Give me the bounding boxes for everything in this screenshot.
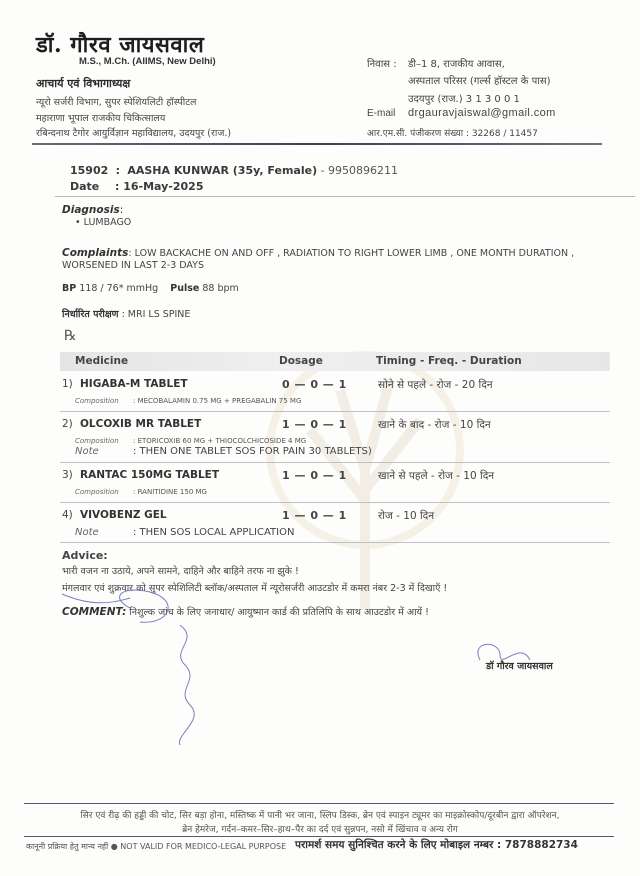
residence-line: डी–1 8, राजकीय आवास, xyxy=(408,59,505,70)
patient-name: AASHA KUNWAR (35y, Female) xyxy=(127,164,318,177)
diagnosis-value: LUMBAGO xyxy=(83,217,132,228)
advice-heading: Advice: xyxy=(62,549,108,562)
composition-label: Composition xyxy=(75,488,119,496)
note-value: : THEN SOS LOCAL APPLICATION xyxy=(133,527,295,538)
tests-value: : MRI LS SPINE xyxy=(121,309,191,320)
medicine-composition xyxy=(75,488,207,496)
bp-label: BP xyxy=(62,283,77,294)
services-line: ब्रेन हेमरेज, गर्दन–कमर–सिर–हाथ–पैर का दर्द एवं सुन्नपन, नसो में खिंचाव व अन्य रोग xyxy=(182,825,458,835)
col-dosage: Dosage xyxy=(279,355,323,367)
email-label: E-mail xyxy=(367,108,396,119)
pen-signature xyxy=(478,644,530,660)
footer-divider xyxy=(24,836,614,837)
medicine-dosage: 1 — 0 — 1 xyxy=(282,418,347,431)
pulse-value: 88 bpm xyxy=(202,283,239,294)
medicine-dosage: 1 — 0 — 1 xyxy=(282,469,347,482)
medicine-name: RANTAC 150MG TABLET xyxy=(80,469,219,481)
row-divider xyxy=(60,542,610,543)
patient-phone: - 9950896211 xyxy=(320,164,399,177)
medicine-note xyxy=(75,527,294,538)
medicine-name: VIVOBENZ GEL xyxy=(80,509,167,521)
comment xyxy=(62,605,429,618)
diagnosis-item: • LUMBAGO xyxy=(75,217,132,228)
medicine-timing: सोने से पहले - रोज - 20 दिन xyxy=(378,379,493,391)
medicine-composition xyxy=(75,397,301,405)
composition-value: : ETORICOXIB 60 MG + THIOCOLCHICOSIDE 4 MG xyxy=(133,437,307,445)
complaints: Complaints: LOW BACKACHE ON AND OFF , RADIATION TO RIGHT LOWER LIMB , ONE MONTH DURATION , WORSENED IN LAST 2-3 DAYS xyxy=(62,247,575,271)
rx-icon: ℞ xyxy=(64,328,77,344)
footer-divider xyxy=(24,803,614,804)
diagnosis-label: Diagnosis xyxy=(62,204,120,216)
composition-value: : MECOBALAMIN 0.75 MG + PREGABALIN 75 MG xyxy=(133,397,302,405)
note-value: : THEN ONE TABLET SOS FOR PAIN 30 TABLETS) xyxy=(133,446,372,457)
residence-label: निवास : xyxy=(367,59,397,70)
col-timing: Timing - Freq. - Duration xyxy=(376,355,522,367)
footer-services xyxy=(24,809,616,837)
complaints-text: LOW BACKACHE ON AND OFF , RADIATION TO RIGHT LOWER LIMB , ONE MONTH DURATION , WORSENED IN LAST 2-3 DAYS xyxy=(62,248,575,271)
doctor-designation: आचार्य एवं विभागाध्यक्ष xyxy=(36,77,131,90)
medicine-table-header xyxy=(60,352,610,371)
medicine-timing: खाने से पहले - रोज - 10 दिन xyxy=(378,470,495,482)
medicine-timing: खाने के बाद - रोज - 10 दिन xyxy=(378,419,491,431)
department-line: न्यूरो सर्जरी विभाग, सुपर स्पेशियलिटी हॉस्पीटल xyxy=(36,97,197,108)
advice-line: भारी वजन ना उठाये, अपने सामने, दाहिने और बाहिने तरफ ना झुके ! xyxy=(62,566,299,577)
medicine-timing: रोज - 10 दिन xyxy=(378,510,435,522)
doctor-degree: M.S., M.Ch. (AIIMS, New Delhi) xyxy=(79,56,216,67)
medicine-dosage: 0 — 0 — 1 xyxy=(282,378,347,391)
pen-underline-advice xyxy=(62,594,130,603)
complaints-label: Complaints xyxy=(62,247,129,259)
legal-disclaimer: कानूनी प्रक्रिया हेतु मान्य नहीं ● NOT VALID FOR MEDICO-LEGAL PURPOSE xyxy=(26,842,287,851)
medicine-dosage: 1 — 0 — 1 xyxy=(282,509,347,522)
date-value: 16-May-2025 xyxy=(123,180,204,193)
comment-text: निशुल्क जांच के लिए जनाधार/ आयुष्मान कार्ड की प्रतिलिपि के साथ आउटडोर में आयें ! xyxy=(129,607,429,618)
patient-separator: : xyxy=(111,164,124,177)
composition-label: Composition xyxy=(75,437,119,445)
doctor-name: डॉ. गौरव जायसवाल xyxy=(36,32,205,58)
medicine-number: 2) xyxy=(62,418,73,430)
row-divider xyxy=(60,411,610,412)
medicine-number: 3) xyxy=(62,469,73,481)
medicine-number: 4) xyxy=(62,509,73,521)
diagnosis-heading: Diagnosis: xyxy=(62,204,124,216)
col-medicine: Medicine xyxy=(75,355,129,367)
composition-value: : RANITIDINE 150 MG xyxy=(133,488,207,496)
residence-line: अस्पताल परिसर (गर्ल्स हॉस्टल के पास) xyxy=(408,76,551,87)
row-divider xyxy=(60,502,610,503)
row-divider xyxy=(60,462,610,463)
patient-divider xyxy=(55,196,635,197)
appointment-mobile: परामर्श समय सुनिश्चित करने के लिए मोबाइल नम्बर : 7878882734 xyxy=(295,839,578,851)
header-divider xyxy=(32,143,602,145)
medicine-composition xyxy=(75,437,306,445)
tests-label: निर्धारित परीक्षण xyxy=(62,309,119,320)
patient-line xyxy=(70,164,398,177)
comment-label: COMMENT: xyxy=(62,606,127,618)
email-address[interactable]: drgauravjaiswal@gmail.com xyxy=(408,107,556,119)
pulse-label: Pulse xyxy=(170,283,200,294)
hospital-line: महाराणा भूपाल राजकीय चिकित्सालय xyxy=(36,113,166,124)
vitals xyxy=(62,283,239,294)
prescribed-tests xyxy=(62,307,190,320)
medicine-name: HIGABA-M TABLET xyxy=(80,378,188,390)
bp-value: 118 / 76* mmHg xyxy=(79,283,159,294)
rmc-registration: आर.एम.सी. पंजीकरण संख्या : 32268 / 11457 xyxy=(367,129,538,139)
patient-id: 15902 xyxy=(70,164,109,177)
signature-name: डॉ गौरव जायसवाल xyxy=(486,661,553,672)
medicine-note xyxy=(75,446,372,457)
services-line: सिर एवं रीढ़ की हड्डी की चोट, सिर बड़ा होना, मस्तिष्क में पानी भर जाना, स्लिप डिस्क, ब्रेन एवं स्पाइन ट्यूमर का माइक्रोस्कोप/दूरबीन द्वारा ऑपरेशन, xyxy=(80,811,560,821)
medicine-number: 1) xyxy=(62,378,73,390)
medicine-name: OLCOXIB MR TABLET xyxy=(80,418,202,430)
date-line: Date : 16-May-2025 xyxy=(70,180,204,193)
date-label: Date xyxy=(70,180,100,193)
advice-line: मंगलवार एवं शुक्रवार को सुपर स्पेशिलिटी ब्लॉक/अस्पताल में न्यूरोसर्जरी आउटडोर में कमरा नंबर 2-3 में दिखाएँ ! xyxy=(62,583,448,594)
composition-label: Composition xyxy=(75,397,119,405)
note-label: Note xyxy=(75,446,99,457)
pen-scribble-date xyxy=(179,625,194,745)
note-label: Note xyxy=(75,527,99,538)
college-line: रबिन्दनाथ टैगोर आयुर्विज्ञान महाविद्यालय, उदयपुर (राज.) xyxy=(36,128,232,139)
residence-line: उदयपुर (राज.) 3 1 3 0 0 1 xyxy=(408,94,520,105)
